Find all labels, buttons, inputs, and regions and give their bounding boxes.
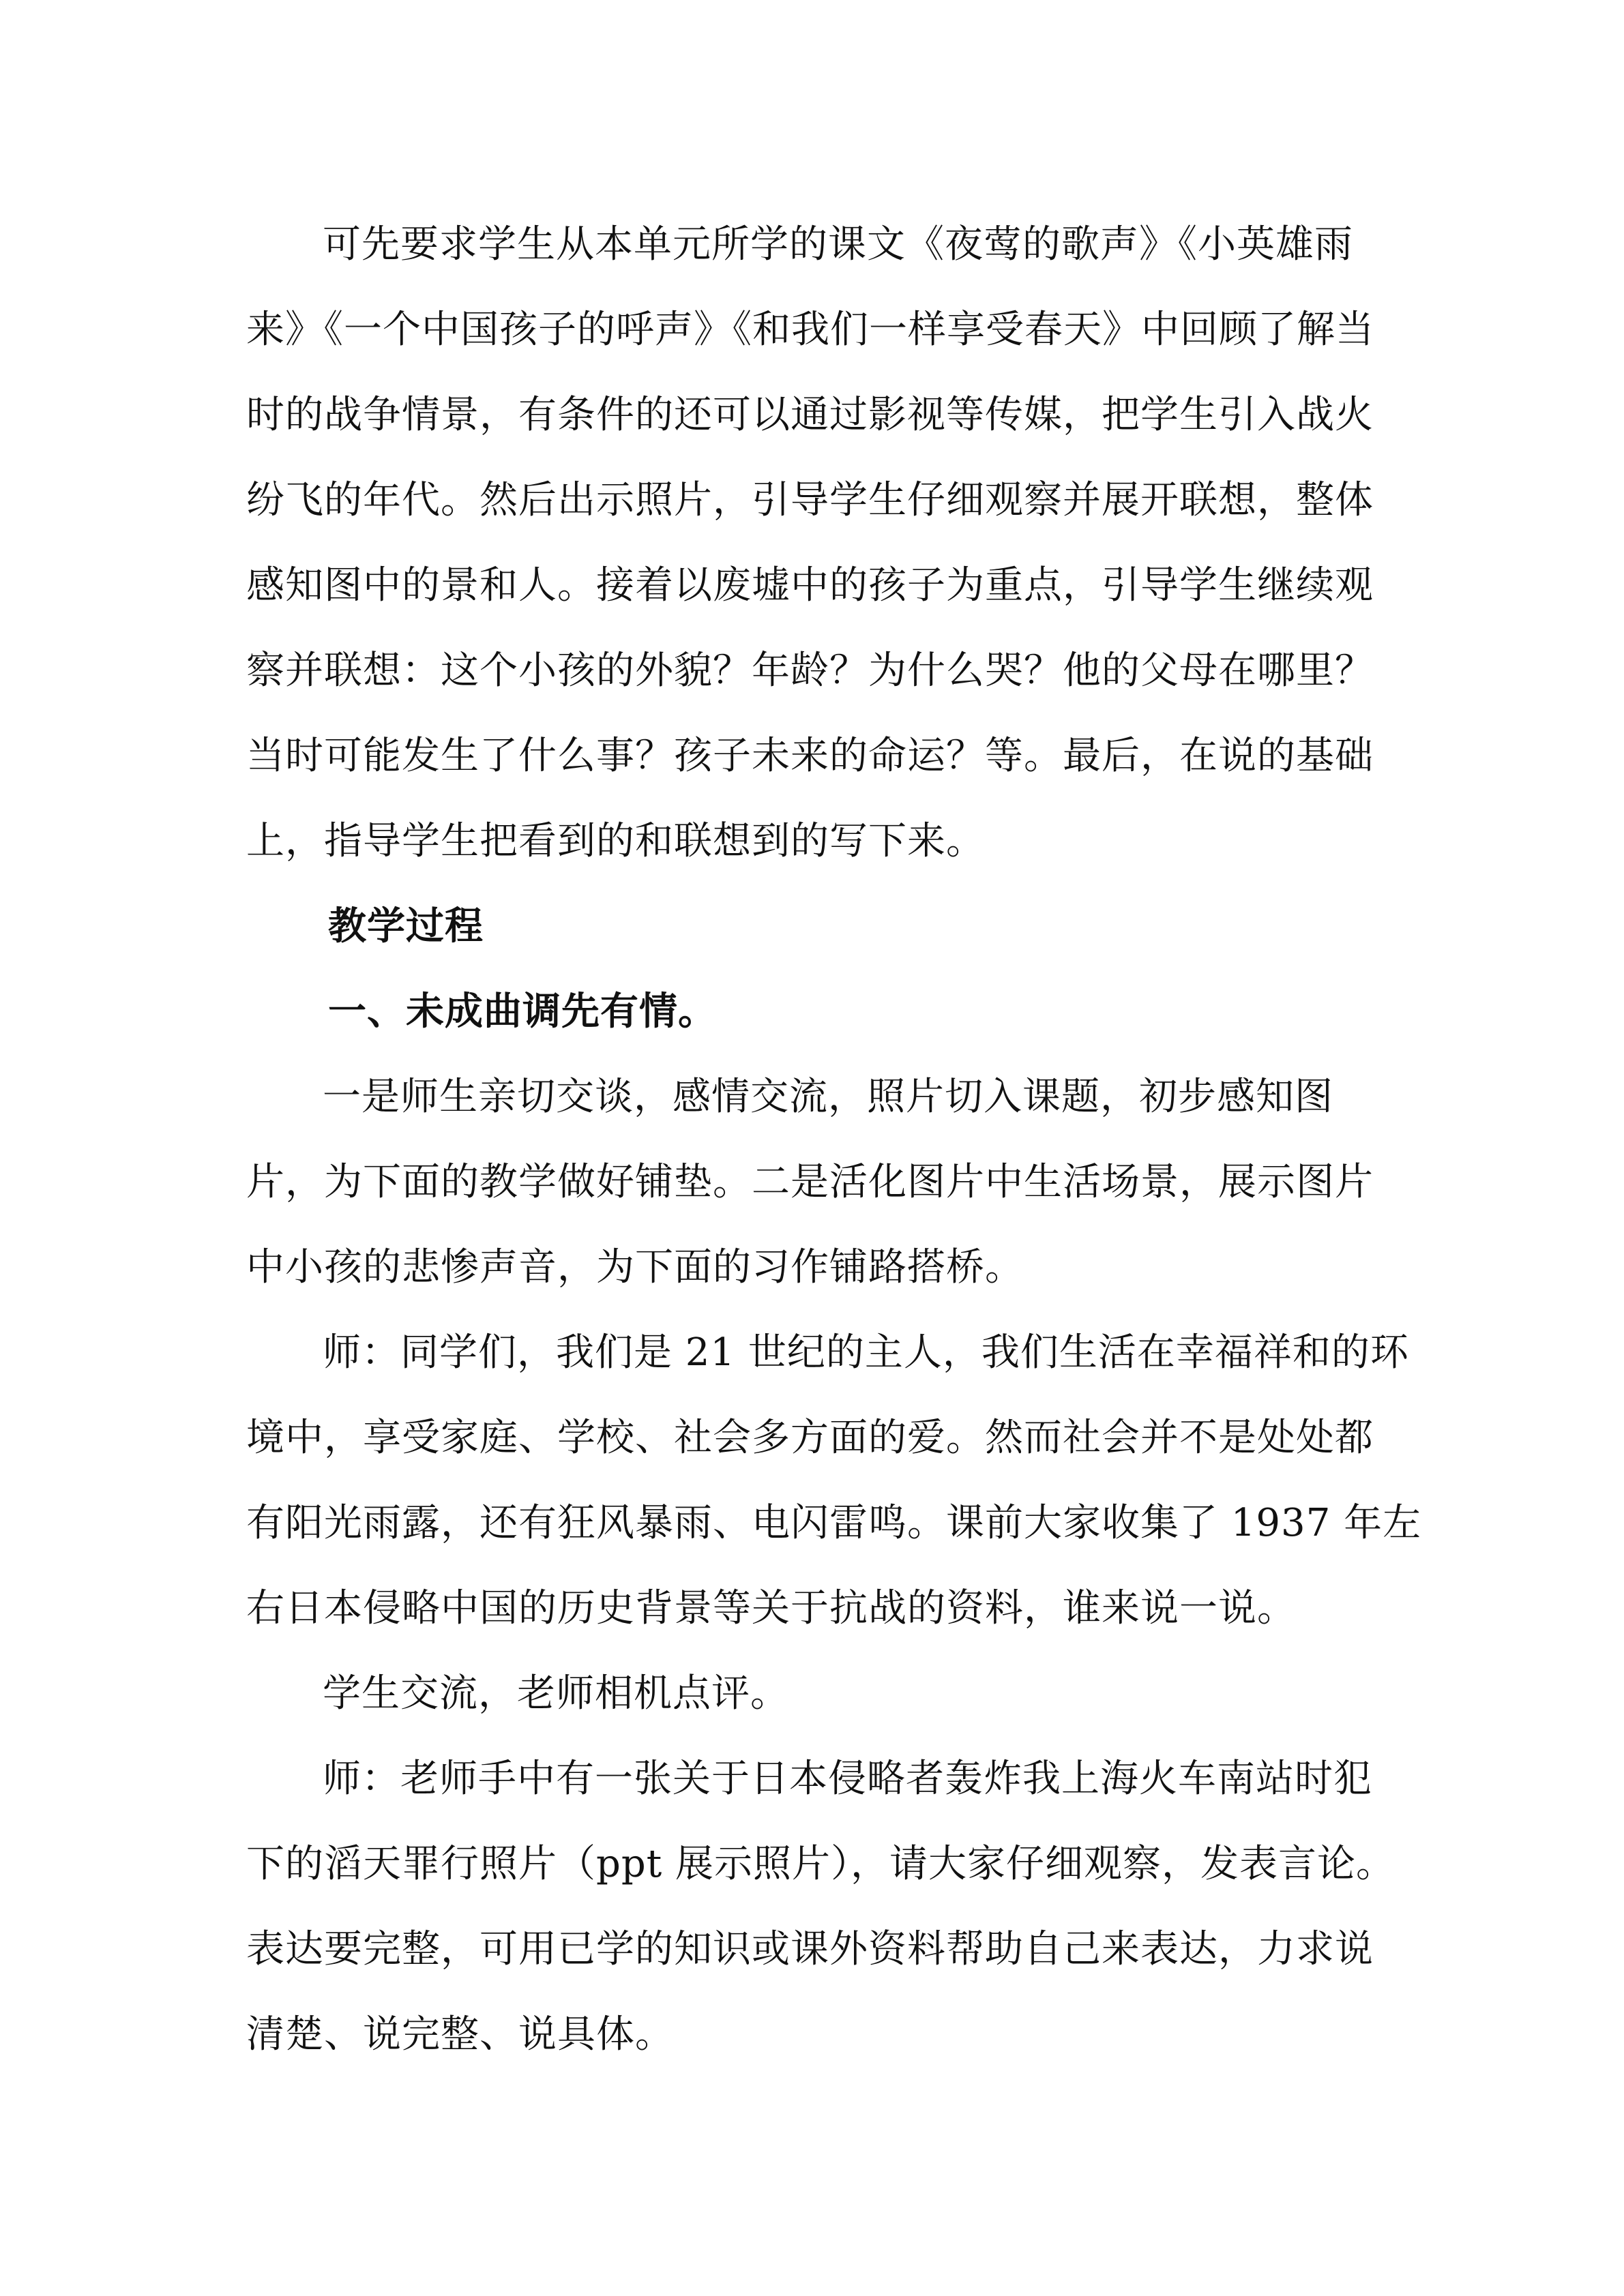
- subsection-title: 一、未成曲调先有情。: [328, 989, 717, 1034]
- text-line: 右日本侵略中国的历史背景等关于抗战的资料，谁来说一说。: [246, 1586, 1296, 1630]
- text-line: 纷飞的年代。然后出示照片，引导学生仔细观察并展开联想，整体: [246, 478, 1374, 522]
- text-line: 中小孩的悲惨声音，为下面的习作铺路搭桥。: [246, 1245, 1024, 1289]
- text-line: 察并联想：这个小孩的外貌？年龄？为什么哭？他的父母在哪里？: [246, 648, 1374, 693]
- text-line: 下的滔天罪行照片（ppt 展示照片），请大家仔细观察，发表言论。: [246, 1842, 1395, 1886]
- paragraph-2: [246, 1054, 1378, 1310]
- section-title: 教学过程: [328, 904, 484, 949]
- text-line: 师：老师手中有一张关于日本侵略者轰炸我上海火车南站时犯: [323, 1757, 1372, 1801]
- text-line: 有阳光雨露，还有狂风暴雨、电闪雷鸣。课前大家收集了 1937 年左: [246, 1501, 1422, 1545]
- text-line: 上，指导学生把看到的和联想到的写下来。: [246, 819, 985, 863]
- text-line: 境中，享受家庭、学校、社会多方面的爱。然而社会并不是处处都: [246, 1416, 1374, 1460]
- text-line: 清楚、说完整、说具体。: [246, 2012, 674, 2057]
- text-line: 学生交流，老师相机点评。: [323, 1671, 789, 1716]
- text-line: 片，为下面的教学做好铺垫。二是活化图片中生活场景，展示图片: [246, 1160, 1374, 1204]
- text-line: 感知图中的景和人。接着以废墟中的孩子为重点，引导学生继续观: [246, 563, 1374, 608]
- text-line: 来》《一个中国孩子的呼声》《和我们一样享受春天》中回顾了解当: [246, 308, 1374, 352]
- text-line: 可先要求学生从本单元所学的课文《夜莺的歌声》《小英雄雨: [323, 222, 1353, 267]
- text-line: 表达要完整，可用已学的知识或课外资料帮助自己来表达，力求说: [246, 1927, 1374, 1971]
- text-line: 师：同学们，我们是 21 世纪的主人，我们生活在幸福祥和的环: [323, 1330, 1409, 1375]
- document-body: [246, 202, 1422, 2077]
- paragraph-4: [246, 1651, 1378, 1736]
- text-line: 一是师生亲切交谈，感情交流，照片切入课题，初步感知图: [323, 1075, 1333, 1119]
- paragraph-5: [246, 1736, 1395, 2077]
- text-line: 当时可能发生了什么事？孩子未来的命运？等。最后，在说的基础: [246, 734, 1374, 778]
- intro-paragraph: [246, 202, 1378, 884]
- paragraph-3: [246, 1310, 1422, 1651]
- text-line: 时的战争情景，有条件的还可以通过影视等传媒，把学生引入战火: [246, 393, 1374, 437]
